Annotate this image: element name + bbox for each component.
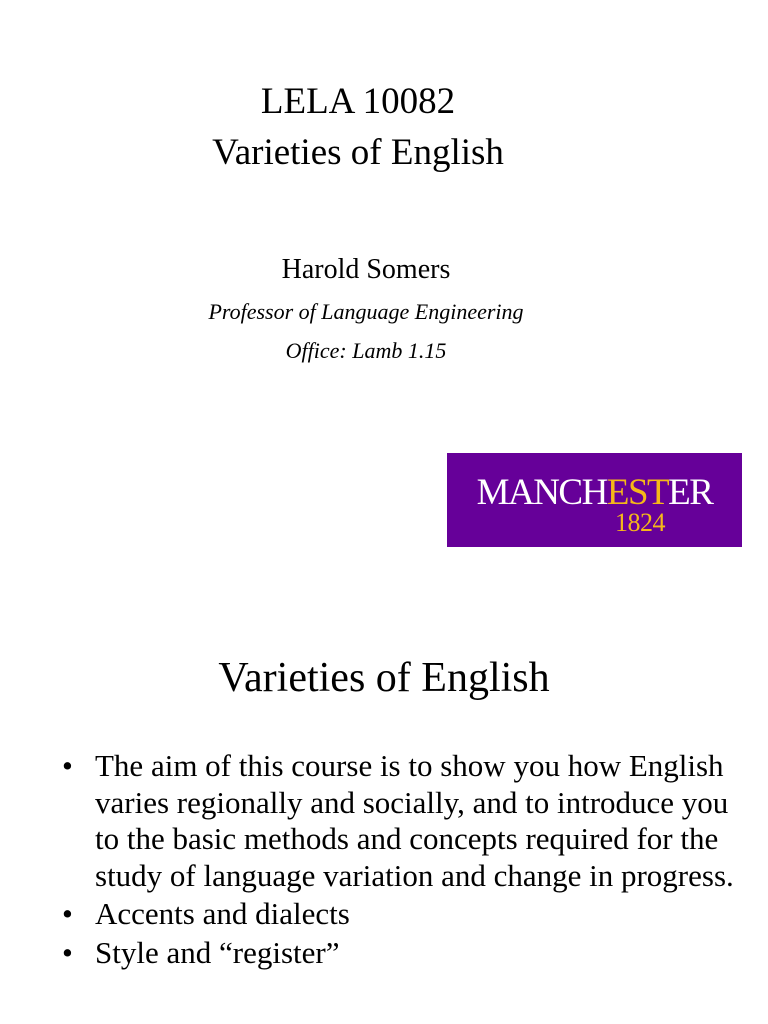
bullet-list bbox=[62, 748, 742, 973]
bullet-text: The aim of this course is to show you how English varies regionally and socially, and to introduce you to the basic methods and concepts required for the study of language variation and change in progress. bbox=[95, 748, 734, 893]
lecturer-name: Harold Somers bbox=[281, 254, 451, 285]
bullet-item bbox=[62, 896, 742, 933]
logo-wordmark bbox=[447, 473, 742, 513]
bullet-item bbox=[62, 748, 742, 894]
bullet-dot-icon: • bbox=[62, 748, 73, 783]
bullet-dot-icon: • bbox=[62, 934, 73, 970]
logo-word-part2: ER bbox=[668, 472, 713, 513]
logo-word-highlight: EST bbox=[606, 472, 669, 513]
lecturer-office: Office: Lamb 1.15 bbox=[285, 338, 447, 363]
bullet-dot-icon: • bbox=[62, 896, 73, 931]
slide-heading: Varieties of English bbox=[218, 655, 550, 701]
lecturer-role: Professor of Language Engineering bbox=[208, 299, 524, 324]
bullet-text: Style and “register” bbox=[95, 934, 340, 970]
course-title: Varieties of English bbox=[212, 132, 504, 173]
logo-word-part1: MANCH bbox=[476, 472, 607, 513]
logo-year: 1824 bbox=[615, 508, 665, 537]
course-code: LELA 10082 bbox=[260, 81, 456, 122]
bullet-item bbox=[62, 935, 742, 972]
bullet-text: Accents and dialects bbox=[95, 896, 350, 931]
university-logo bbox=[447, 453, 742, 547]
content-slide bbox=[0, 620, 768, 1024]
